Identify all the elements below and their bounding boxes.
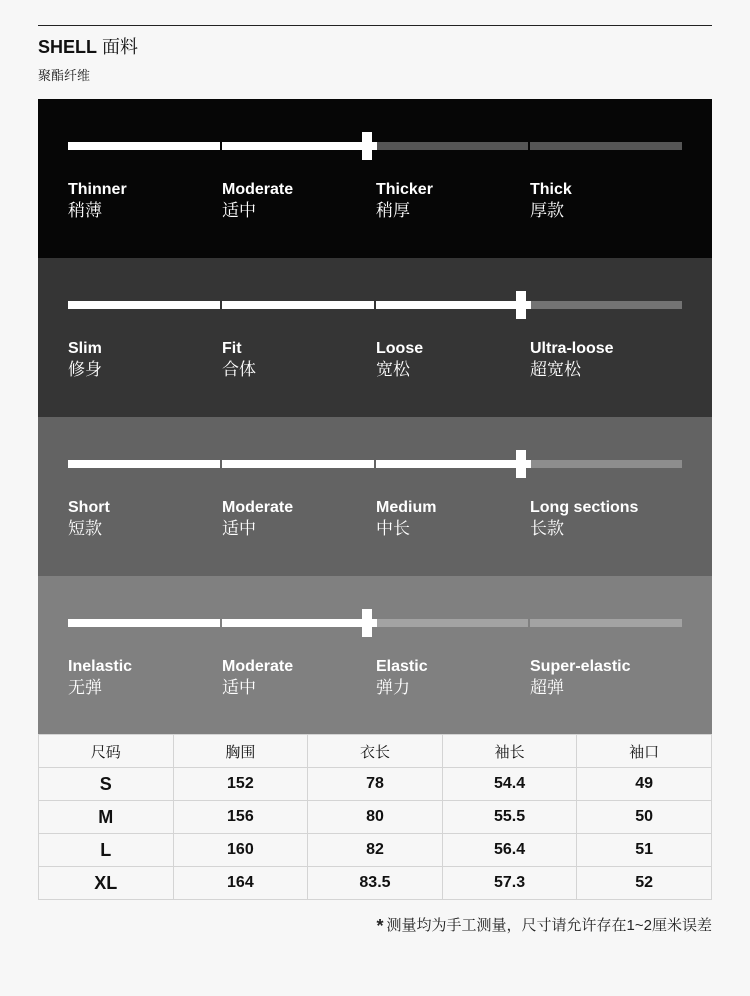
option-en: Short xyxy=(68,499,110,516)
cell-length: 78 xyxy=(308,768,443,801)
option-en: Thinner xyxy=(68,181,127,198)
scale-option-label xyxy=(222,339,372,380)
option-en: Fit xyxy=(222,340,242,357)
scale-track xyxy=(68,460,682,468)
scale-segment xyxy=(530,619,682,627)
scale-option-label xyxy=(530,498,680,539)
option-en: Loose xyxy=(376,340,424,357)
scale-segment xyxy=(68,619,220,627)
option-en: Moderate xyxy=(222,181,294,198)
cell-length: 82 xyxy=(308,834,443,867)
title-zh: 面料 xyxy=(102,37,139,57)
scale-option-label xyxy=(376,657,526,698)
option-en: Super-elastic xyxy=(530,658,631,675)
size-table xyxy=(38,734,712,900)
asterisk-icon: * xyxy=(376,916,384,936)
option-zh: 适中 xyxy=(222,678,256,697)
scale-panel-length xyxy=(38,417,712,576)
option-zh: 厚款 xyxy=(530,201,564,220)
cell-sleeve: 57.3 xyxy=(442,867,577,900)
cell-chest: 156 xyxy=(173,801,308,834)
table-row xyxy=(39,768,712,801)
scale-marker xyxy=(362,132,372,160)
scale-option-label xyxy=(68,498,218,539)
cell-cuff: 50 xyxy=(577,801,712,834)
scale-segment xyxy=(68,301,220,309)
scale-marker xyxy=(516,450,526,478)
note-text: 测量均为手工测量，尺寸请允许存在1~2厘米误差 xyxy=(386,917,712,934)
option-zh: 合体 xyxy=(222,360,256,379)
scale-segment xyxy=(68,142,220,150)
header-sleeve: 袖长 xyxy=(442,735,577,768)
option-en: Ultra-loose xyxy=(530,340,614,357)
option-en: Slim xyxy=(68,340,102,357)
scale-option-label xyxy=(530,339,680,380)
scale-segment xyxy=(530,142,682,150)
scale-option-label xyxy=(222,657,372,698)
table-row xyxy=(39,867,712,900)
scale-option-label xyxy=(68,339,218,380)
scale-panel-fit xyxy=(38,258,712,417)
cell-cuff: 51 xyxy=(577,834,712,867)
cell-size: XL xyxy=(39,867,174,900)
header-chest: 胸围 xyxy=(173,735,308,768)
cell-chest: 152 xyxy=(173,768,308,801)
cell-size: L xyxy=(39,834,174,867)
option-en: Moderate xyxy=(222,499,294,516)
option-zh: 短款 xyxy=(68,519,102,538)
scale-panel-thickness xyxy=(38,99,712,258)
option-en: Thicker xyxy=(376,181,433,198)
header-cuff: 袖口 xyxy=(577,735,712,768)
option-zh: 无弹 xyxy=(68,678,102,697)
scale-segment xyxy=(222,301,374,309)
attribute-scales xyxy=(38,99,712,735)
option-en: Elastic xyxy=(376,658,428,675)
scale-track xyxy=(68,619,682,627)
option-zh: 弹力 xyxy=(376,678,410,697)
cell-length: 83.5 xyxy=(308,867,443,900)
option-zh: 超宽松 xyxy=(530,360,581,379)
scale-option-label xyxy=(222,180,372,221)
option-en: Inelastic xyxy=(68,658,133,675)
scale-option-label xyxy=(376,339,526,380)
scale-segment xyxy=(376,460,528,468)
scale-track xyxy=(68,142,682,150)
option-zh: 长款 xyxy=(530,519,564,538)
section-title xyxy=(38,36,138,58)
scale-option-label xyxy=(530,657,680,698)
cell-size: S xyxy=(39,768,174,801)
option-zh: 修身 xyxy=(68,360,102,379)
scale-option-label xyxy=(68,657,218,698)
top-divider xyxy=(38,25,712,26)
scale-segment xyxy=(222,619,374,627)
table-row xyxy=(39,834,712,867)
option-zh: 适中 xyxy=(222,201,256,220)
cell-sleeve: 56.4 xyxy=(442,834,577,867)
cell-cuff: 52 xyxy=(577,867,712,900)
measurement-note xyxy=(377,916,712,936)
title-en: SHELL xyxy=(38,37,98,57)
scale-segment xyxy=(530,460,682,468)
scale-option-label xyxy=(530,180,680,221)
scale-option-label xyxy=(68,180,218,221)
material-label: 聚酯纤维 xyxy=(38,68,91,83)
scale-segment xyxy=(376,619,528,627)
option-en: Thick xyxy=(530,181,572,198)
scale-segment xyxy=(222,142,374,150)
cell-sleeve: 55.5 xyxy=(442,801,577,834)
table-row xyxy=(39,801,712,834)
option-zh: 中长 xyxy=(376,519,410,538)
option-en: Moderate xyxy=(222,658,294,675)
option-zh: 宽松 xyxy=(376,360,410,379)
scale-option-label xyxy=(376,180,526,221)
cell-chest: 160 xyxy=(173,834,308,867)
scale-option-label xyxy=(376,498,526,539)
scale-segment xyxy=(376,301,528,309)
scale-track xyxy=(68,301,682,309)
scale-segment xyxy=(376,142,528,150)
option-zh: 稍厚 xyxy=(376,201,410,220)
option-zh: 适中 xyxy=(222,519,256,538)
header-length: 衣长 xyxy=(308,735,443,768)
scale-marker xyxy=(516,291,526,319)
cell-length: 80 xyxy=(308,801,443,834)
scale-segment xyxy=(222,460,374,468)
scale-segment xyxy=(530,301,682,309)
cell-cuff: 49 xyxy=(577,768,712,801)
option-zh: 稍薄 xyxy=(68,201,102,220)
option-zh: 超弹 xyxy=(530,678,564,697)
size-table-header-row xyxy=(39,735,712,768)
cell-sleeve: 54.4 xyxy=(442,768,577,801)
cell-size: M xyxy=(39,801,174,834)
scale-option-label xyxy=(222,498,372,539)
option-en: Medium xyxy=(376,499,437,516)
scale-segment xyxy=(68,460,220,468)
scale-panel-elasticity xyxy=(38,576,712,735)
option-en: Long sections xyxy=(530,499,639,516)
cell-chest: 164 xyxy=(173,867,308,900)
scale-marker xyxy=(362,609,372,637)
header-size: 尺码 xyxy=(39,735,174,768)
